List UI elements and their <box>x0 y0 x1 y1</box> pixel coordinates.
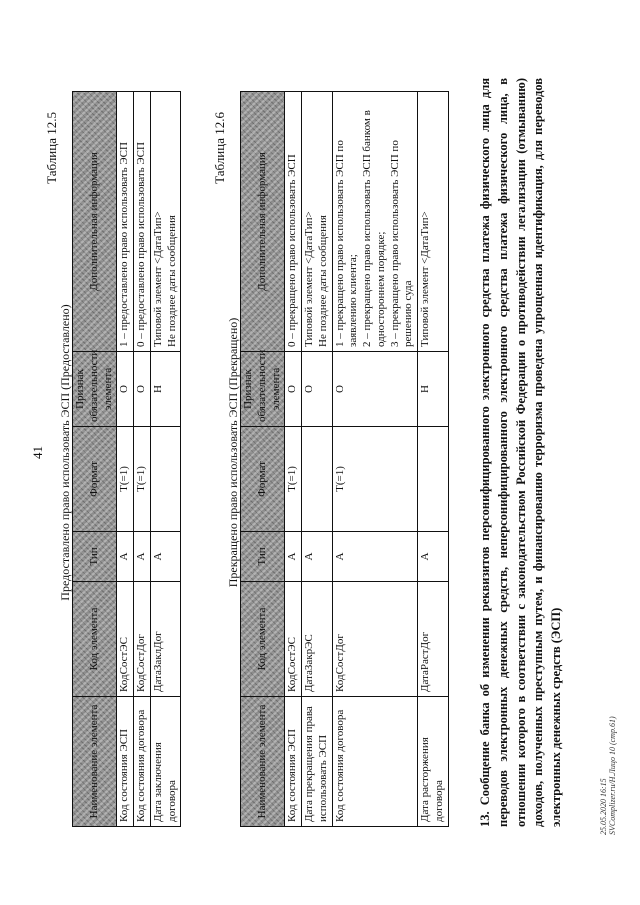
cell-type: А <box>134 532 151 582</box>
cell-required: О <box>134 352 151 427</box>
cell-format: Т(=1) <box>332 427 418 532</box>
table-row <box>117 92 134 827</box>
cell-name: Код состояния ЭСП <box>117 697 134 827</box>
table-12-5 <box>72 91 181 827</box>
cell-info: 1 – предоставлено право использовать ЭСП <box>117 92 134 352</box>
cell-format: Т(=1) <box>285 427 302 532</box>
header-info: Дополнительная информация <box>241 92 285 352</box>
cell-info-line: Не позднее даты сообщения <box>165 215 178 347</box>
cell-type: А <box>302 532 333 582</box>
header-type: Тип <box>73 532 117 582</box>
table-header-row <box>73 92 117 827</box>
cell-info-line: 3 – прекращено право использовать ЭСП по решению суда <box>388 140 415 347</box>
header-name: Наименование элемента <box>241 697 285 827</box>
cell-format: Т(=1) <box>134 427 151 532</box>
cell-info <box>332 92 418 352</box>
table-row <box>134 92 151 827</box>
cell-info <box>302 92 333 352</box>
cell-info-line: Типовой элемент <ДатаТип> <box>303 211 315 347</box>
footer-line-date: 25.05.2020 16:15 <box>598 778 608 835</box>
cell-required: О <box>285 352 302 427</box>
header-name: Наименование элемента <box>73 697 117 827</box>
cell-type: А <box>117 532 134 582</box>
cell-info-line: Не позднее даты сообщения <box>316 215 329 347</box>
footer-stamp <box>599 716 618 835</box>
cell-info-line: 1 – прекращено право использовать ЭСП по заявлению клиента; <box>333 140 360 347</box>
header-type: Тип <box>241 532 285 582</box>
table-header-row <box>241 92 285 827</box>
cell-required: О <box>302 352 333 427</box>
cell-info-line: Типовой элемент <ДатаТип> <box>151 211 164 347</box>
table-12-6-label: Таблица 12.6 <box>212 112 227 184</box>
table-row <box>418 92 449 827</box>
cell-required: О <box>332 352 418 427</box>
cell-format: Т(=1) <box>117 427 134 532</box>
header-code: Код элемента <box>73 582 117 697</box>
cell-info: 0 – прекращено право использовать ЭСП <box>285 92 302 352</box>
cell-info: 0 – предоставлено право использовать ЭСП <box>134 92 151 352</box>
cell-info: Типовой элемент <ДатаТип> <box>418 92 449 352</box>
cell-type: А <box>418 532 449 582</box>
cell-type: А <box>285 532 302 582</box>
cell-code: ДатаЗаклДог <box>150 582 181 697</box>
section-13-heading: 13. Сообщение банка об изменении реквизитов персонифицированного электронного средства платежа физического лица для переводов электронных денежных средств, неперсонифицированного электронного средства платежа физического лица, в отношении которого в соответствии с законодательством Российской Федерации о противодействии легализации (отмыванию) доходов, полученных преступным путем, и финансированию терроризма проведена упрощенная идентификация, для переводов электронных денежных средств (ЭСП) <box>478 78 563 827</box>
header-required: Признак обязательности элемента <box>241 352 285 427</box>
cell-name: Код состояния ЭСП <box>285 697 302 827</box>
cell-code: ДатаРастДог <box>418 582 449 697</box>
table-12-6 <box>240 91 449 827</box>
header-info: Дополнительная информация <box>73 92 117 352</box>
table-12-5-label: Таблица 12.5 <box>44 112 59 184</box>
header-required: Признак обязательности элемента <box>73 352 117 427</box>
cell-code: КодСостДог <box>134 582 151 697</box>
cell-required: Н <box>150 352 181 427</box>
cell-code: ДатаЗакрЭС <box>302 582 333 697</box>
header-format: Формат <box>73 427 117 532</box>
cell-name: Код состояния договора <box>134 697 151 827</box>
header-code: Код элемента <box>241 582 285 697</box>
cell-required: О <box>117 352 134 427</box>
page-number: 41 <box>30 446 45 459</box>
cell-name: Дата расторжения договора <box>418 697 449 827</box>
cell-type: А <box>150 532 181 582</box>
cell-name: Код состояния договора <box>332 697 418 827</box>
cell-format <box>418 427 449 532</box>
cell-name: Дата прекращения права использовать ЭСП <box>302 697 333 827</box>
cell-format <box>302 427 333 532</box>
cell-format <box>150 427 181 532</box>
cell-name: Дата заключения договора <box>150 697 181 827</box>
cell-info <box>150 92 181 352</box>
cell-type: А <box>332 532 418 582</box>
footer-line-source: SVComplizer.ru/Н.Лицо 10 (стр.61) <box>608 716 618 835</box>
cell-code: КодСостЭС <box>117 582 134 697</box>
table-row <box>150 92 181 827</box>
table-12-5-title: Предоставлено право использовать ЭСП (Предоставлено) <box>58 304 72 601</box>
cell-code: КодСостДог <box>332 582 418 697</box>
table-row <box>285 92 302 827</box>
cell-code: КодСостЭС <box>285 582 302 697</box>
table-row <box>302 92 333 827</box>
table-12-6-title: Прекращено право использовать ЭСП (Прекращено) <box>226 317 240 588</box>
table-row <box>332 92 418 827</box>
cell-required: Н <box>418 352 449 427</box>
header-format: Формат <box>241 427 285 532</box>
cell-info-line: 2 – прекращено право использовать ЭСП банком в одностороннем порядке; <box>361 110 387 347</box>
